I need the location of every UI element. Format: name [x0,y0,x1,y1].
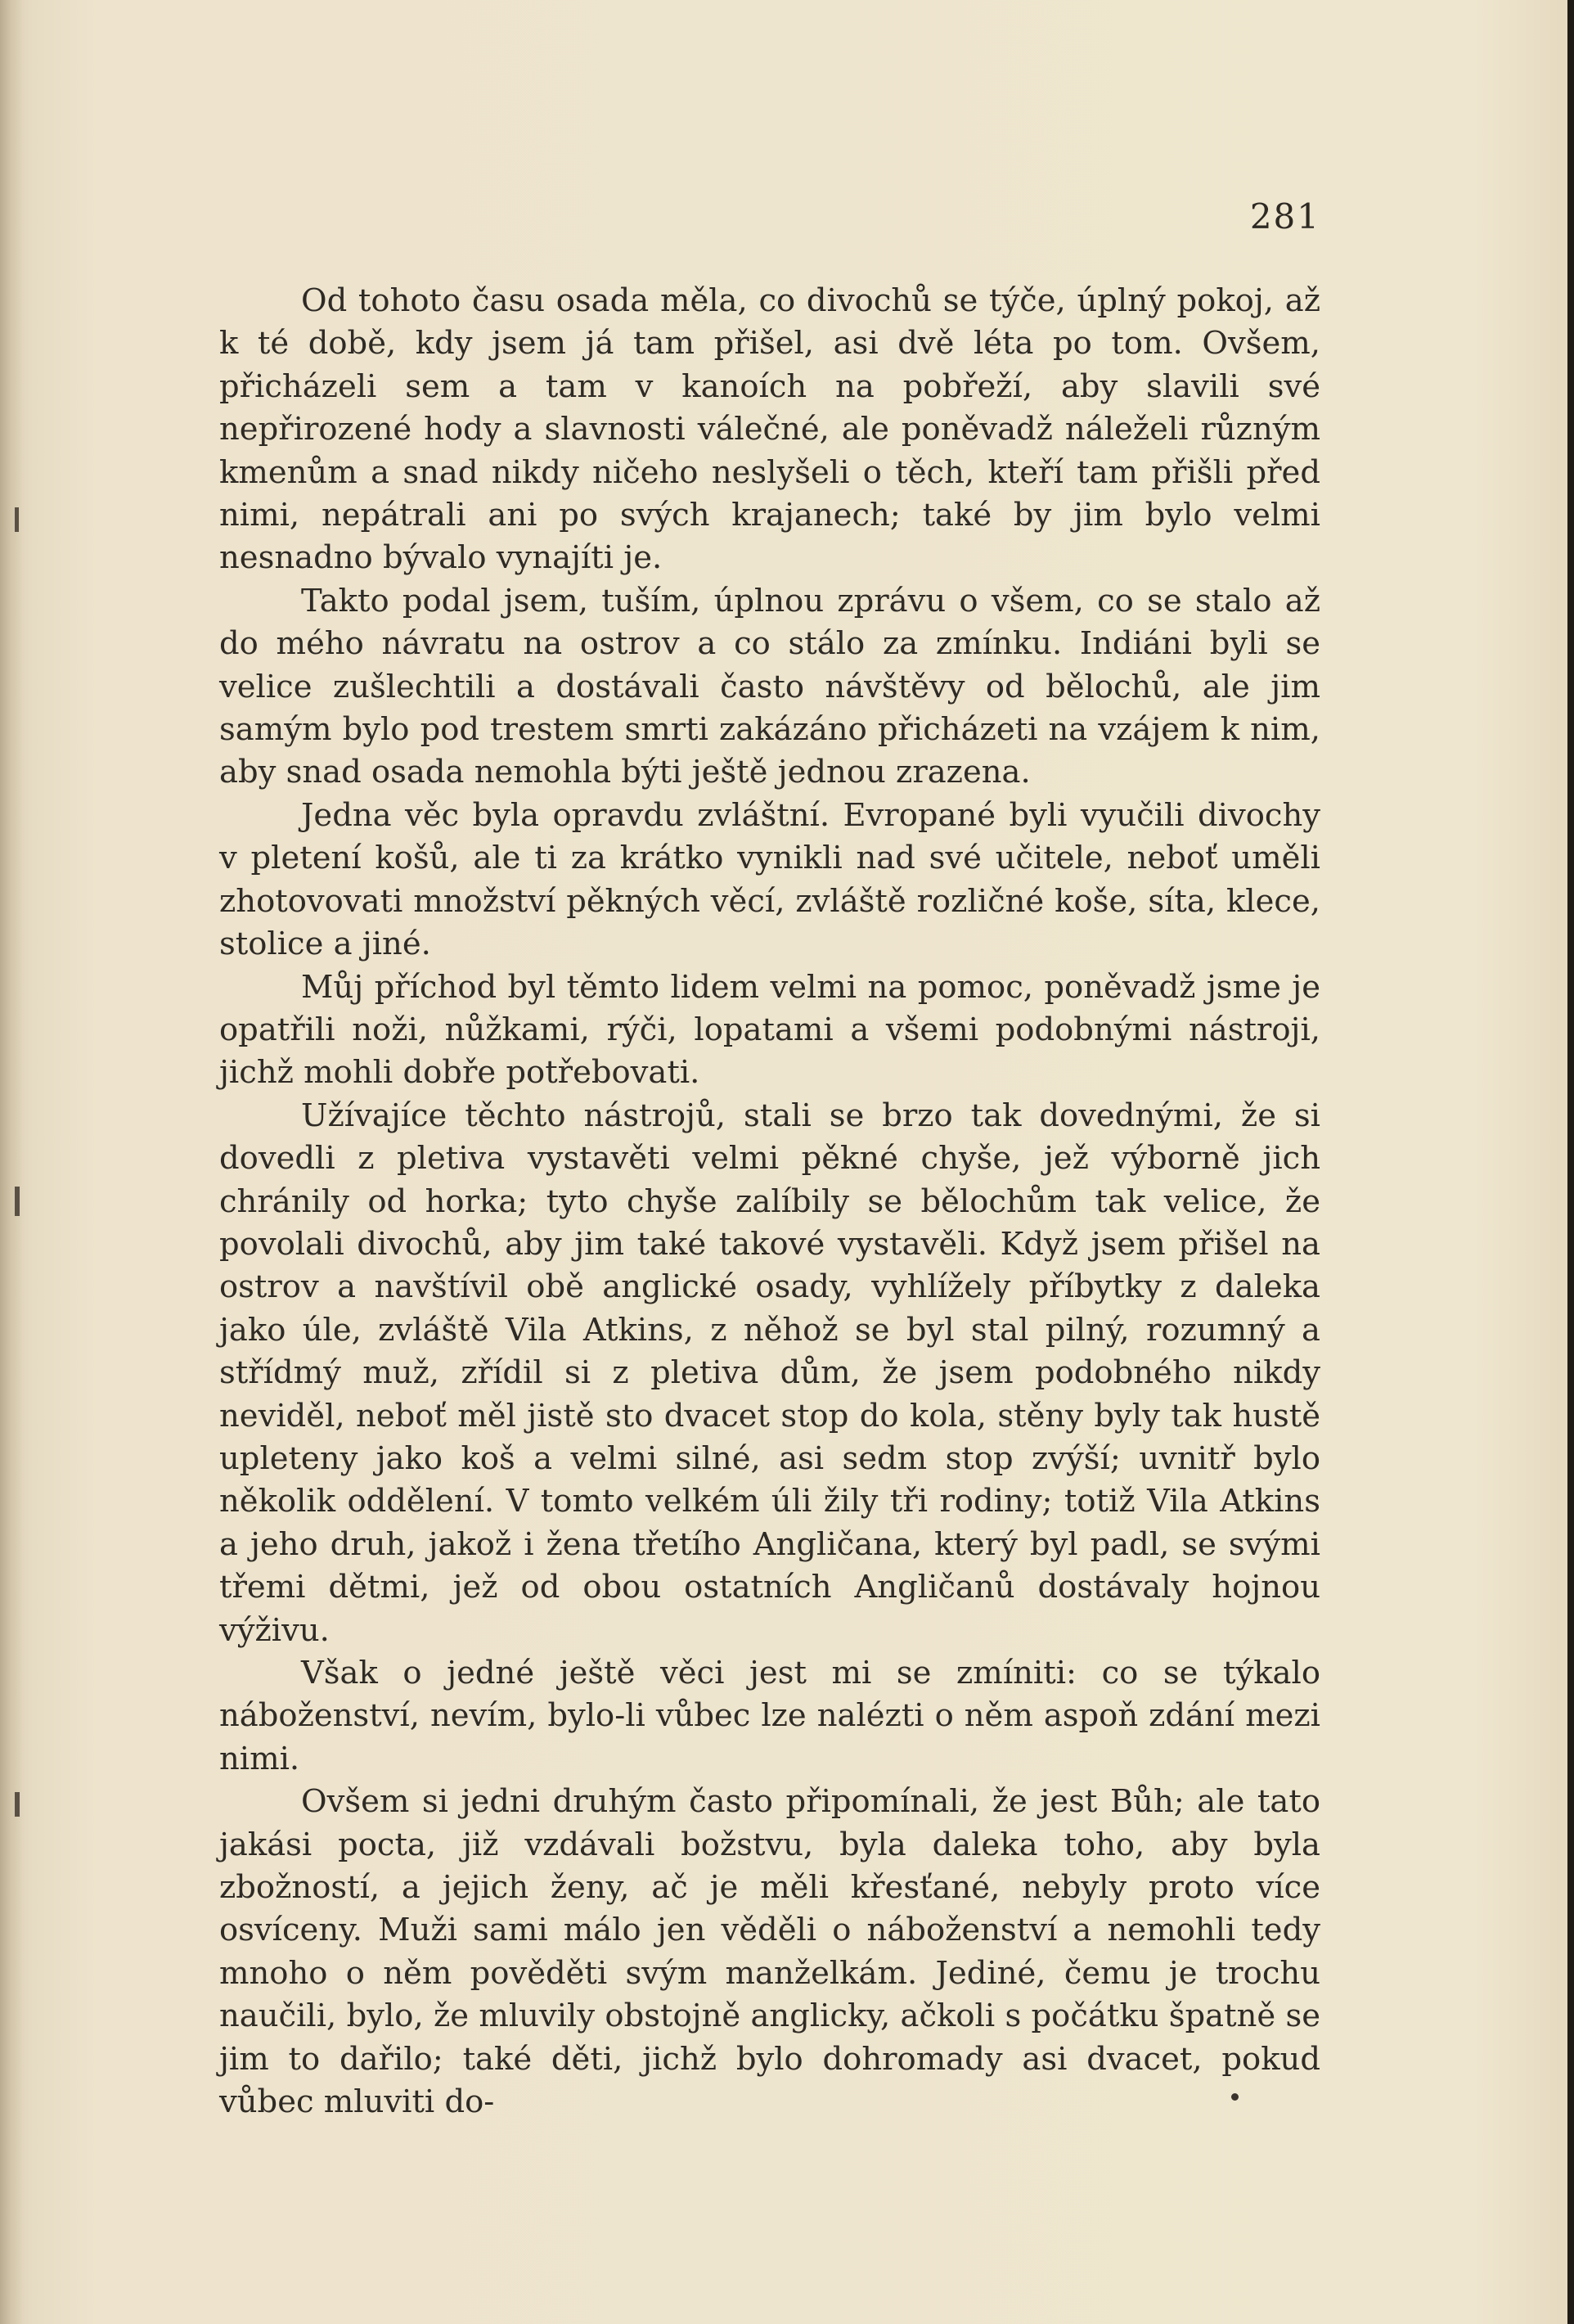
paragraph-1: Od tohoto času osada měla, co divochů se týče, úplný pokoj, až k té době, kdy jsem já tam přišel, asi dvě léta po tom. Ovšem, přicházeli sem a tam v kanoích na pobřeží, aby slavili své nepřirozené hody a slavnosti válečné, ale poněvadž náleželi různým kmenům a snad nikdy ničeho neslyšeli o těch, kteří tam přišli před nimi, nepátrali ani po svých krajanech; také by jim bylo velmi nesnadno bývalo vynajíti je. [219,282,1320,577]
page-binding-edge [0,0,23,2324]
body-text [219,280,1320,2124]
paragraph-4: Můj příchod byl těmto lidem velmi na pomoc, poněvadž jsme je opatřili noži, nůžkami, rýči, lopatami a všemi podobnými nástroji, jichž mohli dobře potřebovati. [219,968,1320,1092]
ink-speck [1231,2093,1239,2101]
margin-mark [15,1187,20,1216]
paragraph-3: Jedna věc byla opravdu zvláštní. Evropané byli vyučili divochy v pletení košů, ale ti za krátko vynikli nad své učitele, neboť uměli zhotovovati množství pěkných věcí, zvláště rozličné koše, síta, klece, stolice a jiné. [219,796,1320,963]
margin-mark [15,1792,20,1817]
paragraph-7: Ovšem si jedni druhým často připomínali, že jest Bůh; ale tato jakási pocta, již vzdávali božstvu, byla daleka toho, aby byla zbožností, a jejich ženy, ač je měli křesťané, nebyly proto více osvíceny. Muži sami málo jen věděli o náboženství a nemohli tedy mnoho o něm pověděti svým manželkám. Jediné, čemu je trochu naučili, bylo, že mluvily obstojně anglicky, ačkoli s počátku špatně se jim to dařilo; také děti, jichž bylo dohromady asi dvacet, pokud vůbec mluviti do- [219,1783,1320,2121]
margin-mark [15,507,19,532]
paragraph-6: Však o jedné ještě věci jest mi se zmíniti: co se týkalo náboženství, nevím, bylo-li vůbec lze nalézti o něm aspoň zdání mezi nimi. [219,1655,1320,1777]
page-number: 281 [1249,196,1320,236]
paragraph-2: Takto podal jsem, tuším, úplnou zprávu o všem, co se stalo až do mého návratu na ostrov a co stálo za zmínku. Indiáni byli se velice zušlechtili a dostávali často návštěvy od bělochů, ale jim samým bylo pod trestem smrti zakázáno přicházeti na vzájem k nim, aby snad osada nemohla býti ještě jednou zrazena. [219,582,1320,791]
paragraph-5: Užívajíce těchto nástrojů, stali se brzo tak dovednými, že si dovedli z pletiva vystavěti velmi pěkné chyše, jež výborně jich chránily od horka; tyto chyše zalíbily se bělochům tak velice, že povolali divochů, aby jim také takové vystavěli. Když jsem přišel na ostrov a navštívil obě anglické osady, vyhlížely příbytky z daleka jako úle, zvláště Vila Atkins, z něhož se byl stal pilný, rozumný a střídmý muž, zřídil si z pletiva dům, že jsem podobného nikdy neviděl, neboť měl jistě sto dvacet stop do kola, stěny byly tak hustě upleteny jako koš a velmi silné, asi sedm stop zvýší; uvnitř bylo několik oddělení. V tomto velkém úli žily tři rodiny; totiž Vila Atkins a jeho druh, jakož i žena třetího Angličana, který byl padl, se svými třemi dětmi, jež od obou ostatních Angličanů dostávaly hojnou výživu. [219,1097,1320,1649]
page-right-border [1567,0,1574,2324]
